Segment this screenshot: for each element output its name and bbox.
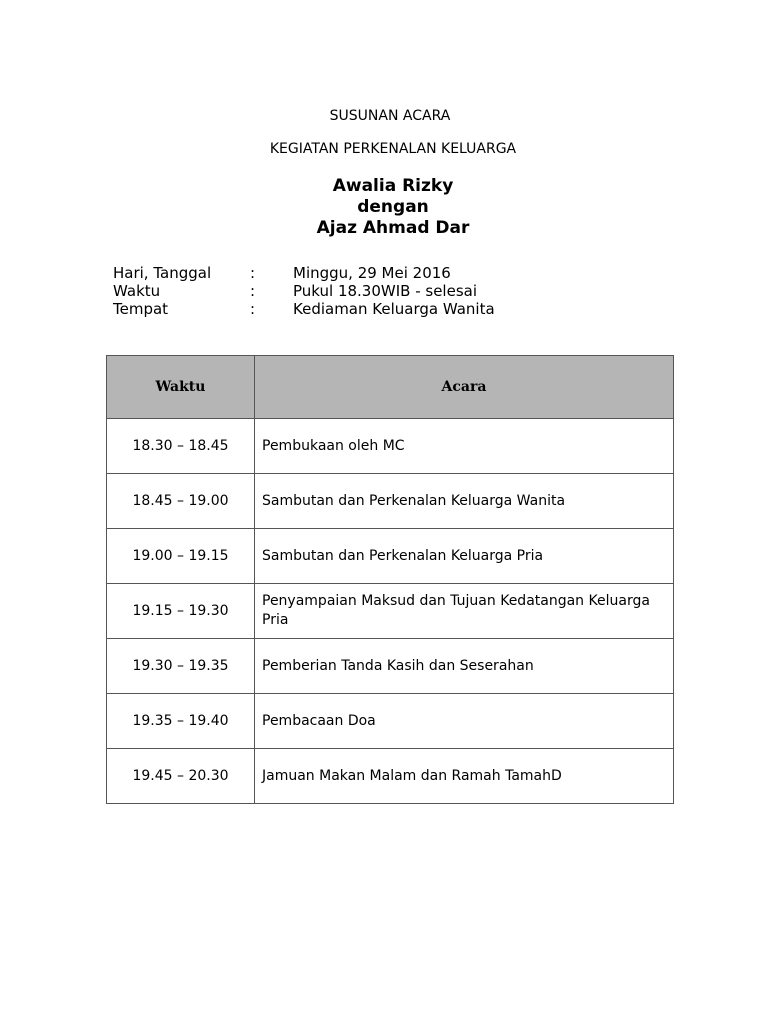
document-subtitle: KEGIATAN PERKENALAN KELUARGA	[269, 141, 517, 157]
table-row	[107, 474, 674, 529]
row-time: 19.00 – 19.15	[107, 529, 255, 584]
table-row	[107, 749, 674, 804]
table-header-row	[107, 356, 674, 419]
row-time: 18.30 – 18.45	[107, 419, 255, 474]
info-value: Pukul 18.30WIB - selesai	[293, 282, 478, 300]
row-activity: Pembukaan oleh MC	[255, 419, 674, 474]
info-separator: :	[250, 264, 256, 282]
column-header-time: Waktu	[107, 356, 255, 419]
name-first: Awalia Rizky	[332, 176, 454, 196]
name-second: Ajaz Ahmad Dar	[316, 218, 470, 238]
event-info	[113, 264, 495, 318]
info-row-time	[113, 282, 495, 300]
info-label: Waktu	[113, 282, 161, 300]
table-row	[107, 694, 674, 749]
info-separator: :	[250, 282, 256, 300]
info-row-date	[113, 264, 495, 282]
row-time: 19.30 – 19.35	[107, 639, 255, 694]
info-separator: :	[250, 300, 256, 318]
table-row	[107, 419, 674, 474]
row-time: 19.45 – 20.30	[107, 749, 255, 804]
couple-names	[0, 176, 768, 239]
info-label: Tempat	[113, 300, 169, 318]
name-connector: dengan	[357, 197, 429, 217]
row-activity: Pembacaan Doa	[255, 694, 674, 749]
info-value: Minggu, 29 Mei 2016	[293, 264, 451, 282]
row-activity: Sambutan dan Perkenalan Keluarga Wanita	[255, 474, 674, 529]
row-activity: Jamuan Makan Malam dan Ramah TamahD	[255, 749, 674, 804]
row-time: 18.45 – 19.00	[107, 474, 255, 529]
table-row	[107, 584, 674, 639]
info-value: Kediaman Keluarga Wanita	[293, 300, 495, 318]
info-label: Hari, Tanggal	[113, 264, 212, 282]
row-time: 19.15 – 19.30	[107, 584, 255, 639]
table-row	[107, 639, 674, 694]
document-title: SUSUNAN ACARA	[329, 108, 451, 124]
column-header-activity: Acara	[255, 356, 674, 419]
row-activity: Penyampaian Maksud dan Tujuan Kedatangan Keluarga Pria	[255, 584, 674, 639]
schedule-table	[106, 355, 674, 804]
row-activity: Pemberian Tanda Kasih dan Seserahan	[255, 639, 674, 694]
row-activity: Sambutan dan Perkenalan Keluarga Pria	[255, 529, 674, 584]
row-time: 19.35 – 19.40	[107, 694, 255, 749]
info-row-place	[113, 300, 495, 318]
table-row	[107, 529, 674, 584]
